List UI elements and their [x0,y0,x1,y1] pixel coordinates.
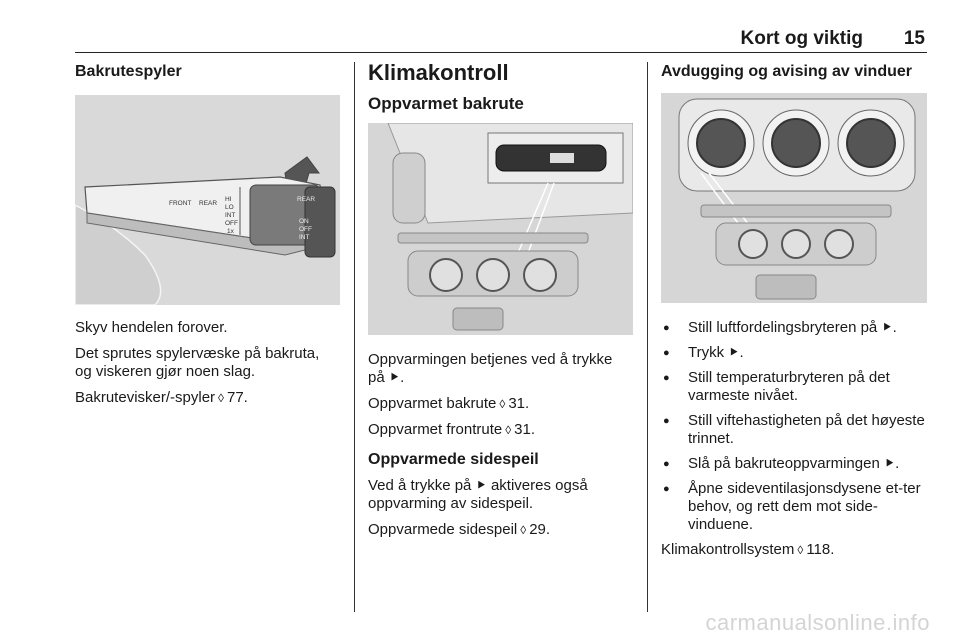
rear-defrost-icon: ⯈ [883,456,896,472]
climate-panel-drawing [661,93,927,303]
instruction-push-lever: Skyv hendelen forover. [75,319,228,336]
column-right [661,60,927,567]
subsection-heated-rear-window: Oppvarmet bakrute [368,94,524,113]
ref-text: Klimakontrollsystem [661,541,795,558]
defog-steps-list [661,319,927,534]
list-item: ● Still luftfordelingsbryteren på ⯈. [661,319,927,337]
label-front: FRONT [169,200,192,207]
label-hi: HI [225,196,232,203]
watermark: carmanualsonline.info [705,610,930,635]
label-off-ring: OFF [299,226,312,233]
chapter-title: Kort og viktig [740,28,863,49]
step-text: Still luftfordelingsbryteren på [688,319,878,336]
ref-page: 29. [529,521,551,538]
air-distribution-icon: ⯈ [881,320,893,336]
column-middle [368,60,633,547]
ref-page: 31. [508,395,530,412]
ref-arrow-icon: ◊ [520,523,527,537]
page-number: 15 [903,28,925,49]
column-left [75,60,340,415]
column-divider [647,62,648,612]
section-heading-defogging: Avdugging og avising av vinduer [661,63,912,80]
section-heading-rear-washer: Bakrutespyler [75,63,182,80]
page-header [75,0,927,53]
column-divider [354,62,355,612]
mirror-text-a: Ved å trykke på [368,477,472,494]
list-item: ● Still viftehastigheten på det høyeste trinnet. [661,412,927,448]
heating-operated-text: Oppvarmingen betjenes ved å trykke på ⯈. [368,351,613,386]
ref-arrow-icon: ◊ [797,543,804,557]
dashboard-drawing [368,123,633,335]
ref-page: 31. [514,421,536,438]
label-on: ON [299,218,309,225]
rear-defrost-icon: ⯈ [388,370,401,386]
cross-reference-climate-system [661,541,927,559]
mirror-heating-text [368,477,633,513]
list-item: ● Trykk ⯈. [661,344,927,362]
section-title-climate: Klimakontroll [368,60,509,85]
ref-arrow-icon: ◊ [218,391,224,405]
heating-text: Oppvarmingen betjenes ved å trykke på [368,351,613,386]
ref-text: Oppvarmet frontrute [368,421,503,438]
ref-page: 77. [226,389,248,406]
step-text: Trykk [688,344,725,361]
label-int: INT [225,212,236,219]
rear-defrost-button-illustration [368,123,633,335]
step-text: Slå på bakruteoppvarmingen [688,455,880,472]
subsection-heated-mirrors: Oppvarmede sidespeil [368,451,539,468]
ref-arrow-icon: ◊ [499,397,506,411]
ref-text: Bakrutevisker/-spyler [75,389,216,406]
ref-arrow-icon: ◊ [505,423,512,437]
cross-reference-heated-mirrors [368,521,633,539]
instruction-washer-spray: Det sprutes spylervæske på bakruta, og viskeren gjør noen slag. [75,345,320,380]
cross-reference-rear-wiper [75,389,340,407]
climate-controls-illustration [661,93,927,303]
label-rear-ring: REAR [297,196,316,203]
front-defrost-icon: ⯈ [728,345,740,361]
wiper-stalk-illustration [75,95,340,305]
cross-reference-heated-front [368,421,633,439]
mirror-text-b: aktiveres også oppvarming av sidespeil. [368,477,588,512]
cross-reference-heated-rear [368,395,633,413]
label-1x: 1x [227,228,234,235]
list-item: ● Åpne sideventilasjonsdysene et-ter behov, og rett dem mot side-vinduene. [661,480,927,534]
label-int-ring: INT [299,234,310,241]
ref-page: 118. [806,541,835,558]
ref-text: Oppvarmet bakrute [368,395,497,412]
label-rear: REAR [199,200,218,207]
wiper-stalk-drawing [75,95,340,305]
ref-text: Oppvarmede sidespeil [368,521,518,538]
rear-defrost-icon: ⯈ [475,478,487,494]
list-item: ● Still temperaturbryteren på det varmeste nivået. [661,369,927,405]
label-off: OFF [225,220,238,227]
list-item: ● Slå på bakruteoppvarmingen ⯈. [661,455,927,473]
label-lo: LO [225,204,234,211]
